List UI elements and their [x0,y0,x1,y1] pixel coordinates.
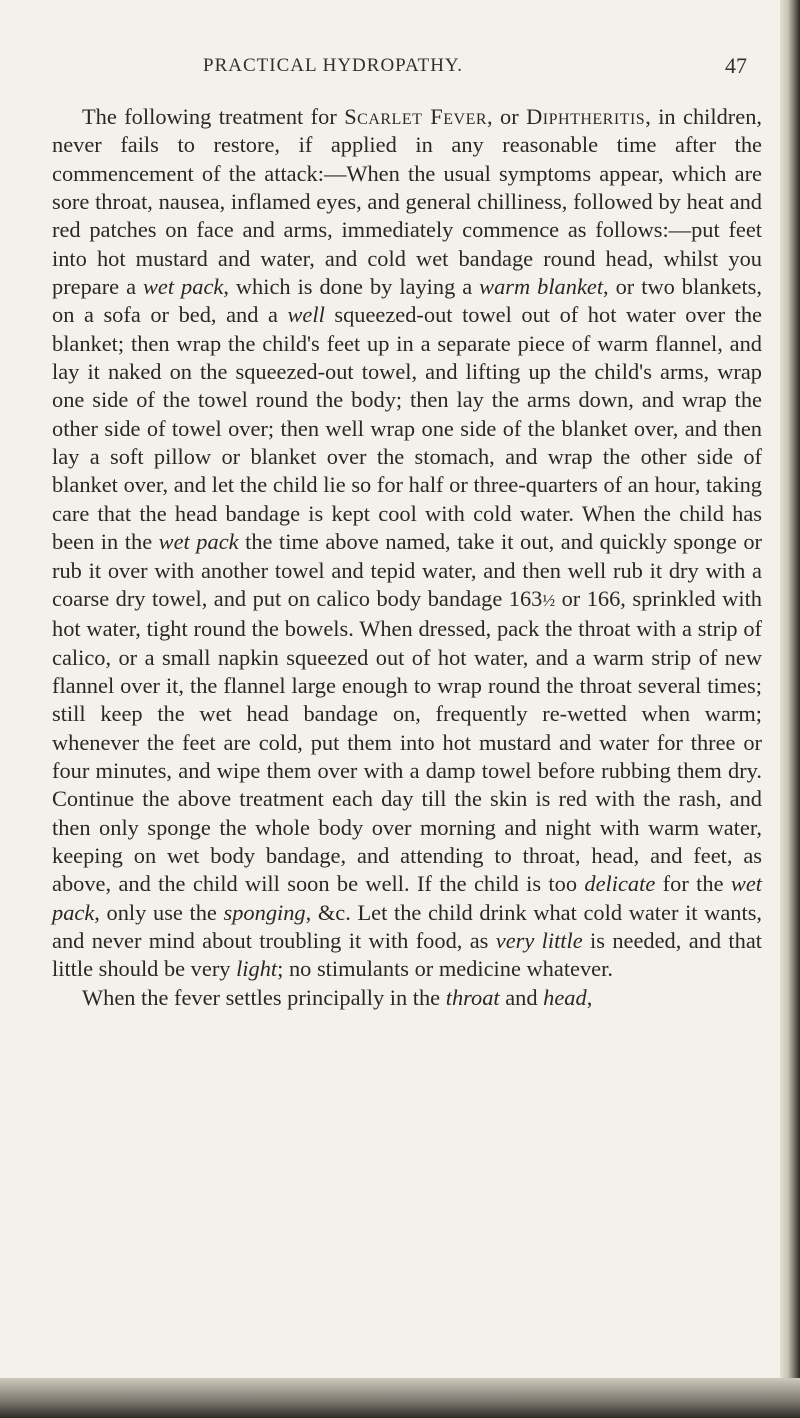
scan-bottom-shadow [0,1378,800,1418]
paragraph-throat-and-head [52,984,762,1012]
text-span: , or two blankets, on a sofa or bed, and a [52,274,762,328]
text-span: for the [655,871,731,897]
emphasis-wet-pack: wet pack [52,871,762,925]
emphasis-warm-blanket: warm blanket [479,274,604,300]
emphasis-well: well [287,302,325,328]
emphasis-throat: throat [445,984,500,1010]
text-span: , or [487,104,527,129]
page-edge-shadow [780,0,800,1418]
text-span: , [586,984,593,1010]
text-span: or 166, sprinkled with hot water, tight round the bowels. When dressed, pack the throat with a strip of calico, or a small napkin squeezed out of hot water, and a warm strip of new flannel over it, the flannel large enough to wrap round the throat several times; still keep the wet head bandage on, frequently re-wetted when warm; whenever the feet are cold, put them into hot mustard and water for three or four minutes, and wipe them over with a damp towel before rubbing them dry. Continue the above treatment each day till the skin is red with the rash, and then only sponge the whole body over morning and night with warm water, keeping on wet body bandage, and attending to throat, head, and feet, as above, and the child will soon be well. If the child is too [52,585,762,897]
emphasis-wet-pack: wet pack [143,274,224,300]
body-text [52,103,762,1012]
text-span: squeezed-out towel out of hot water over the blanket; then wrap the child's feet up in a separate piece of warm flannel, and lay it naked on the squeezed-out towel, and lifting up the child's arms, wrap one side of the towel round the body; then lay the arms down, and wrap the other side of towel over; then well wrap one side of the blanket over, and then lay a soft pillow or blanket over the stomach, and wrap the other side of blanket over, and let the child lie so for half or three-quarters of an hour, taking care that the head bandage is kept cool with cold water. When the child has been in the [52,302,762,555]
emphasis-wet-pack: wet pack [158,529,239,555]
emphasis-light: light [236,956,278,982]
page-header [0,55,788,85]
paragraph-scarlet-fever-treatment [52,103,762,984]
page-number: 47 [725,53,747,78]
text-span: The following treatment for [82,104,345,129]
emphasis-sponging: sponging [223,899,306,925]
emphasis-head: head [543,984,587,1010]
text-span: and [499,984,544,1010]
fraction-half: ½ [542,590,556,610]
text-span: When the fever settles principally in the [82,984,446,1010]
term-diphtheritis: Diphtheritis [526,104,646,129]
running-head: PRACTICAL HYDROPATHY. [203,55,463,76]
emphasis-delicate: delicate [584,871,656,897]
text-span: the time above named, take it out, and quickly sponge or rub it over with another towel and tepid water, and then well rub it dry with a coarse dry towel, and put on calico body bandage 163 [52,529,762,611]
text-span: ; no stimulants or medicine whatever. [277,956,613,982]
text-span: , only use the [94,899,224,925]
text-span: , in children, never fails to restore, if applied in any reasonable time after the commencement of the attack:—When the usual symptoms appear, which are sore throat, nausea, inflamed eyes, and general chilliness, followed by heat and red patches on face and arms, immediately commence as follows:—put feet into hot mustard and water, and cold wet bandage round head, whilst you prepare a [52,104,762,300]
text-span: , which is done by laying a [223,274,480,300]
emphasis-very-little: very little [495,927,583,953]
text-span: , &c. Let the child drink what cold water it wants, and never mind about troubling it with food, as [52,899,763,953]
text-span: is needed, and that little should be very [52,927,762,982]
term-scarlet-fever: Scarlet Fever [344,104,488,129]
